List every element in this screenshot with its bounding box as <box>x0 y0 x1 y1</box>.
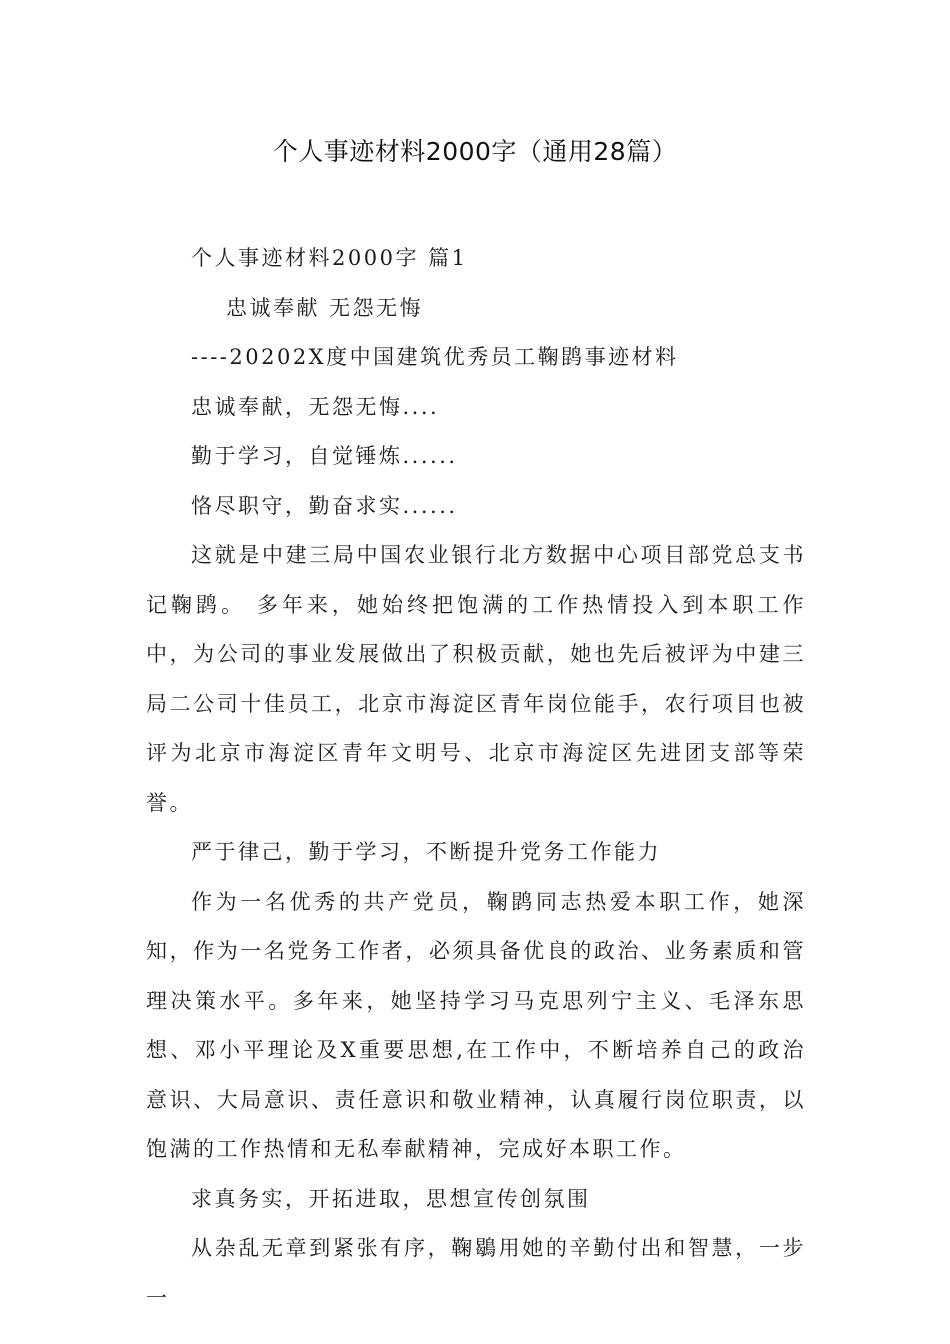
motto-line: 忠诚奉献，无怨无悔.... <box>191 394 440 419</box>
article-byline: ----20202X度中国建筑优秀员工鞠鹍事迹材料 <box>191 345 679 369</box>
section-subheading: 求真务实，开拓进取，思想宣传创氛围 <box>191 1186 591 1211</box>
body-paragraph: 这就是中建三局中国农业银行北方数据中心项目部党总支书记鞠鹍。 多年来，她始终把饱满的工作热情投入到本职工作中，为公司的事业发展做出了积极贡献，她也先后被评为中建三局二公司十佳员工，北京市海淀区青年岗位能手，农行项目也被评为北京市海淀区青年文明号、北京市海淀区先进团支部等荣誉。 <box>146 543 806 815</box>
motto-line: 恪尽职守，勤奋求实...... <box>191 493 458 518</box>
motto-line: 勤于学习，自觉锤炼...... <box>191 444 458 468</box>
body-paragraph: 作为一名优秀的共产党员，鞠鹍同志热爱本职工作，她深知，作为一名党务工作者，必须具备优良的政治、业务素质和管理决策水平。多年来，她坚持学习马克思列宁主义、毛泽东思想、邓小平理论及X重要思想,在工作中，不断培养自己的政治意识、大局意识、责任意识和敬业精神，认真履行岗位职责，以饱满的工作热情和无私奉献精神，完成好本职工作。 <box>146 889 806 1161</box>
section-subheading: 严于律己，勤于学习，不断提升党务工作能力 <box>191 840 661 864</box>
document-title: 个人事迹材料2000字（通用28篇） <box>272 137 678 166</box>
document-body <box>146 234 806 1323</box>
article-subtitle: 忠诚奉献 无怨无悔 <box>226 295 424 320</box>
body-paragraph: 从杂乱无章到紧张有序，鞠鶡用她的辛勤付出和智慧，一步一 <box>146 1236 806 1310</box>
section-heading: 个人事迹材料2000字 篇1 <box>191 246 468 270</box>
